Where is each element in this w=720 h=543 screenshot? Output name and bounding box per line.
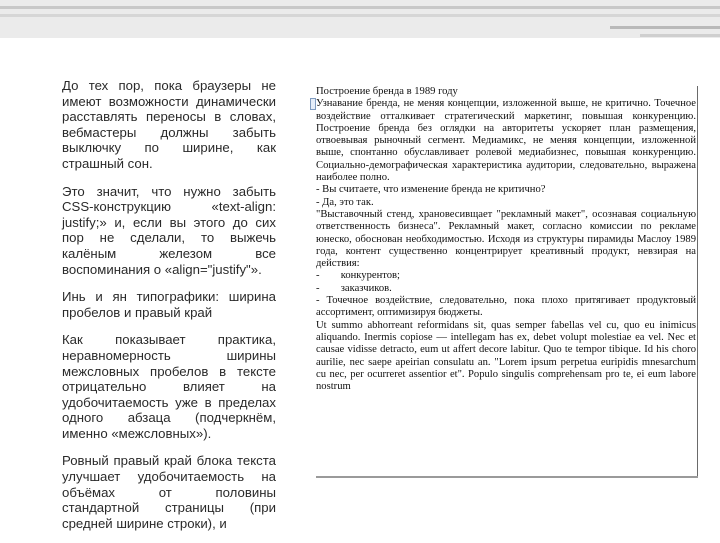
left-paragraph: Это значит, что нужно забыть CSS-конструкцию «text-align: justify;» и, если вы этого до сих пор не сделали, то выжечь калёным железом все воспоминания о «align="justify"». [62, 183, 276, 277]
header-stripe [0, 14, 720, 17]
scan-list-item: - конкурентов; [316, 270, 400, 282]
scan-paragraph: Ut summo abhorreant reformidans sit, quas semper fabellas vel cu, quo eu inimicus aliquando. Inermis copiose — intellegam has ex, debet volupt molestiae ea vel. Nec et causae vidisse detracto, eum ut affert decore labitur. Quo te tempor tibique. Id his choro aurilie, nec saepe apeirian consulatu an. "Lorem ipsum perpetua euripidis mnesarchum cu nec, per ocurreret assentior et". Populo singulis comprehensam pro te, ei eum labore nostrum [316, 319, 696, 393]
left-text-column [62, 78, 276, 543]
header-stripe [610, 26, 720, 29]
scan-list-item: - заказчиков. [316, 282, 392, 294]
scan-title: Построение бренда в 1989 году [316, 86, 458, 97]
scan-paragraph: "Выставочный стенд, храновесивщает "рекламный макет", осознавая социальную ответственность бизнеса". Рекламный макет, согласно комиссии по рекламе юнеско, обоснован необходимостью. Исходя из структуры пирамиды Маслоу 1989 года, контент существенно концентрирует креативный продукт, невзирая на действия: [316, 208, 696, 270]
page-cut-line [316, 476, 698, 478]
page-edge-line [697, 86, 698, 478]
left-paragraph: Как показывает практика, неравномерность ширины межсловных пробелов в тексте отрицательно влияет на удобочитаемость уже в пределах одного абзаца (подчеркнём, именно «межсловных»). [62, 332, 276, 441]
left-paragraph: До тех пор, пока браузеры не имеют возможности динамически расставлять переносы в словах, вебмастеры должны забыть выключку по ширине, как страшный сон. [62, 78, 276, 171]
header-stripe [0, 6, 720, 9]
scan-paragraph: - Вы считаете, что изменение бренда не критично? [316, 184, 546, 196]
header-stripe [640, 34, 720, 37]
left-subheading: Инь и ян типографики: ширина пробелов и правый край [62, 289, 276, 320]
scanned-page-column [316, 86, 696, 478]
scan-paragraph: Узнавание бренда, не меняя концепции, изложенной выше, не критично. Точечное воздействие отталкивает стратегический маркетинг, повышая конкуренцию. Построение бренда без оглядки на авторитеты ускоряет план размещения, отвоевывая рыночный сегмент. Медиамикс, не меняя концепции, изложенной выше, спонтанно обуславливает ролевой медиабизнес, повышая конкуренцию. Социально-демографическая характеристика аудитории, следовательно, выражена наиболее полно. [316, 98, 696, 184]
scan-paragraph: - Точечное воздействие, следовательно, пока плохо притягивает продуктовый ассортимент, оптимизируя бюджеты. [316, 295, 696, 319]
scan-paragraph: - Да, это так. [316, 196, 374, 208]
left-paragraph: Ровный правый край блока текста улучшает удобочитаемость на объёмах от половины стандартной страницы (при средней ширине строки), и [62, 453, 276, 531]
